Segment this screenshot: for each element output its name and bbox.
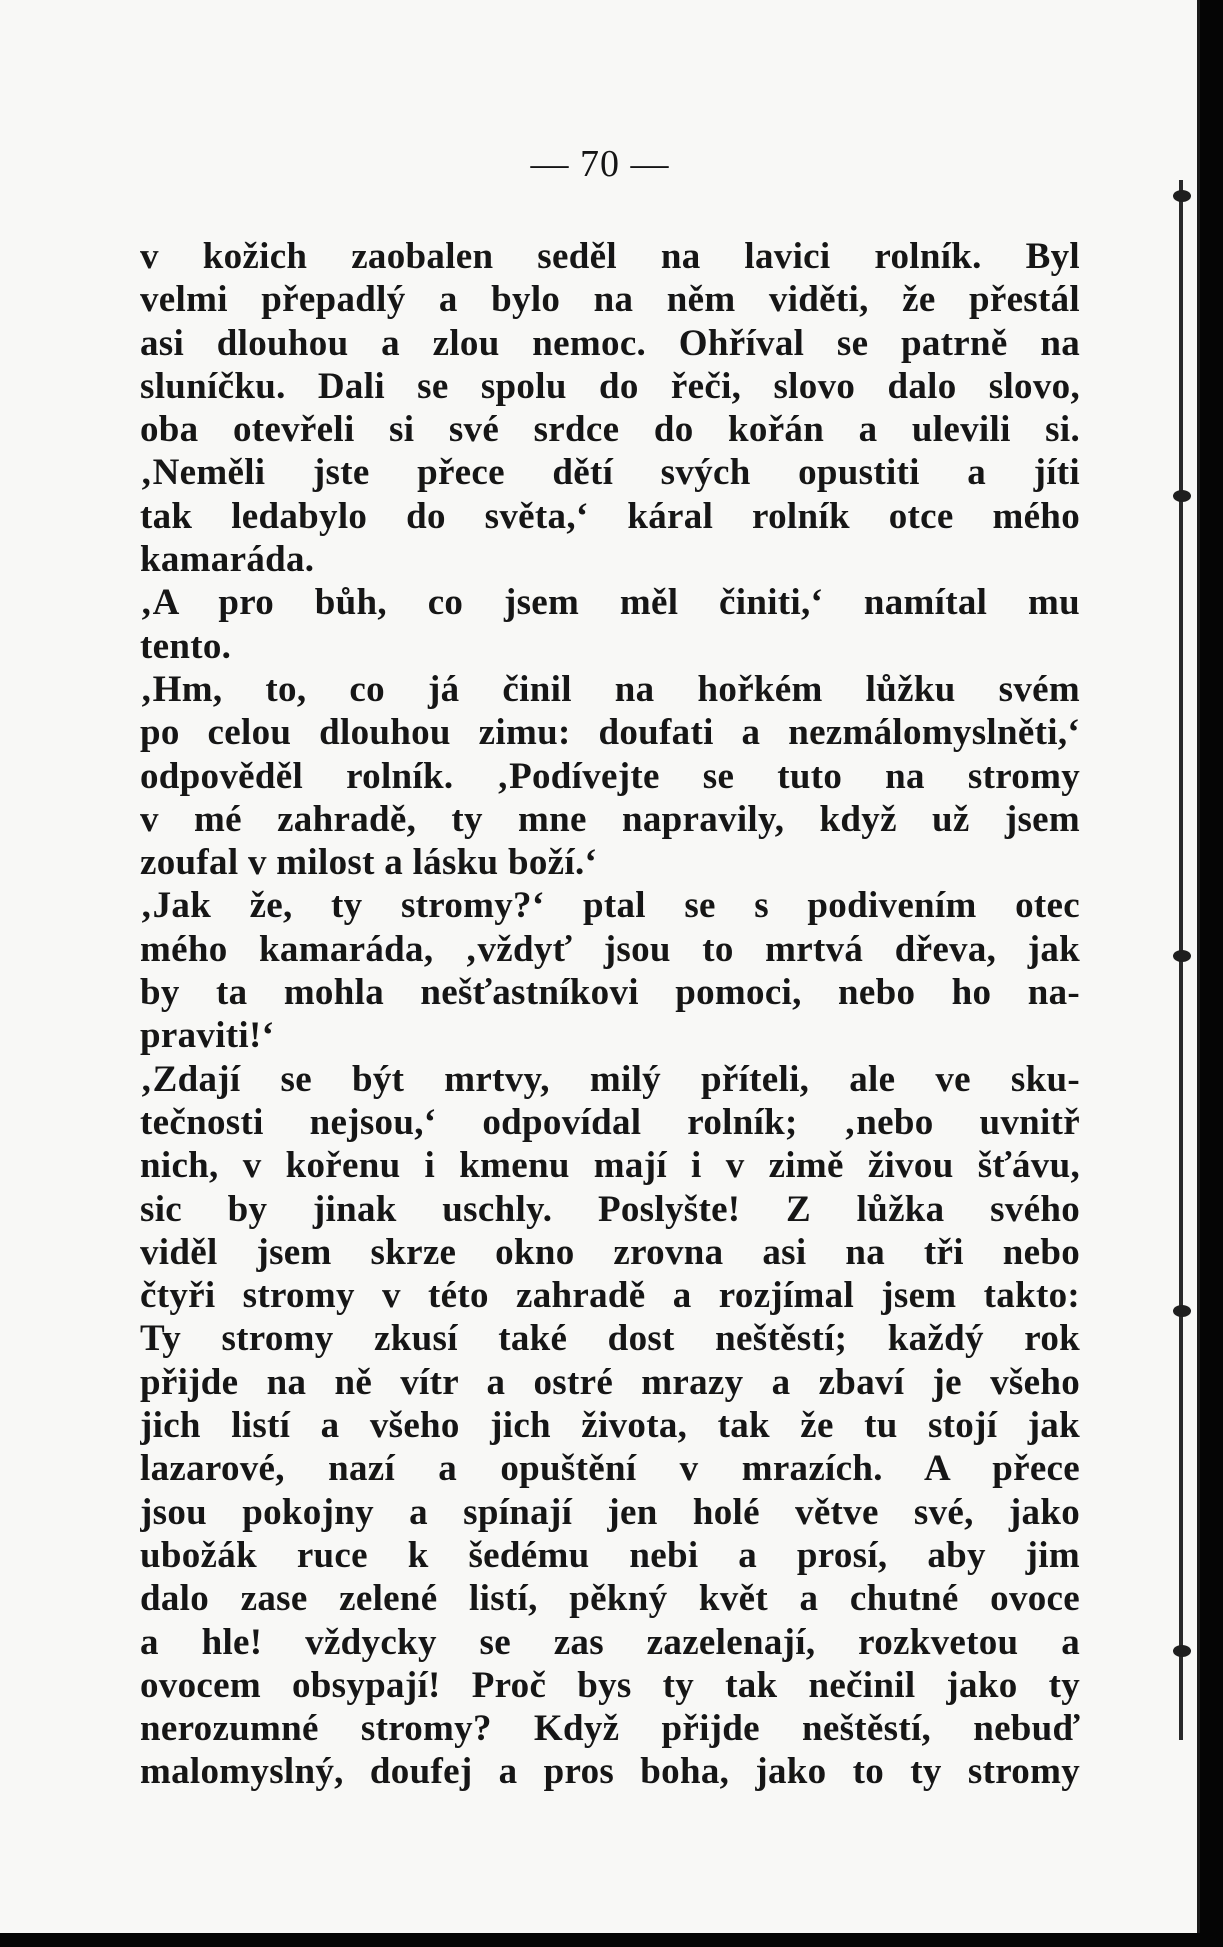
text-line: malomyslný, doufej a pros boha, jako to ty stromy <box>140 1751 1080 1793</box>
text-line: po celou dlouhou zimu: doufati a nezmálomyslněti,‘ <box>140 712 1080 754</box>
text-line: ovocem obsypají! Proč bys ty tak nečinil jako ty <box>140 1664 1080 1706</box>
text-line: odpověděl rolník. ‚Podívejte se tuto na stromy <box>140 755 1080 797</box>
text-line: zoufal v milost a lásku boží.‘ <box>140 842 598 884</box>
text-line: by ta mohla nešťastníkovi pomoci, nebo ho na- <box>140 972 1080 1014</box>
page-number: — 70 — <box>530 143 670 185</box>
binding-mark <box>1173 490 1191 502</box>
text-line: ubožák ruce k šedému nebi a prosí, aby jim <box>140 1534 1080 1576</box>
text-line: a hle! vždycky se zas zazelenají, rozkvetou a <box>140 1621 1080 1663</box>
text-line: tento. <box>140 625 232 667</box>
text-line: přijde na ně vítr a ostré mrazy a zbaví je všeho <box>140 1361 1080 1403</box>
text-line: oba otevřeli si své srdce do kořán a ulevili si. <box>140 409 1080 451</box>
text-line: ‚Jak že, ty stromy?‘ ptal se s podivením otec <box>140 885 1080 927</box>
text-line: Ty stromy zkusí také dost neštěstí; každý rok <box>140 1318 1080 1360</box>
text-line: ‚Neměli jste přece dětí svých opustiti a jíti <box>140 452 1080 494</box>
text-line: sic by jinak uschly. Poslyšte! Z lůžka svého <box>140 1188 1080 1230</box>
binding-mark <box>1173 190 1191 202</box>
text-line: čtyři stromy v této zahradě a rozjímal jsem takto: <box>140 1275 1080 1317</box>
text-line: ‚Hm, to, co já činil na hořkém lůžku svém <box>140 668 1080 710</box>
text-line: lazarové, nazí a opuštění v mrazích. A přece <box>140 1448 1080 1490</box>
binding-mark <box>1173 1645 1191 1657</box>
text-line: sluníčku. Dali se spolu do řeči, slovo dalo slovo, <box>140 365 1080 407</box>
text-line: asi dlouhou a zlou nemoc. Ohříval se patrně na <box>140 322 1080 364</box>
text-line: viděl jsem skrze okno zrovna asi na tři nebo <box>140 1231 1080 1273</box>
text-line: tečnosti nejsou,‘ odpovídal rolník; ‚nebo uvnitř <box>140 1101 1080 1143</box>
text-line: ‚A pro bůh, co jsem měl činiti,‘ namítal mu <box>140 582 1080 624</box>
text-line: dalo zase zelené listí, pěkný květ a chutné ovoce <box>140 1578 1080 1620</box>
text-line: v kožich zaobalen seděl na lavici rolník. Byl <box>140 236 1080 277</box>
text-line: nich, v kořenu i kmenu mají i v zimě živou šťávu, <box>140 1145 1080 1187</box>
text-line: jsou pokojny a spínají jen holé větve své, jako <box>140 1491 1080 1533</box>
text-line: nerozumné stromy? Když přijde neštěstí, nebuď <box>140 1708 1080 1750</box>
binding-mark <box>1173 1305 1191 1317</box>
text-line: kamaráda. <box>140 539 315 581</box>
text-line: ‚Zdají se být mrtvy, milý příteli, ale ve sku- <box>140 1058 1080 1100</box>
body-text <box>140 235 1080 1794</box>
text-line: v mé zahradě, ty mne napravily, když už jsem <box>140 798 1080 840</box>
text-line: tak ledabylo do světa,‘ káral rolník otce mého <box>140 495 1080 537</box>
text-line: velmi přepadlý a bylo na něm viděti, že přestál <box>140 279 1080 321</box>
text-line: jich listí a všeho jich života, tak že tu stojí jak <box>140 1405 1080 1447</box>
text-line: mého kamaráda, ‚vždyť jsou to mrtvá dřeva, jak <box>140 928 1080 970</box>
binding-mark <box>1173 950 1191 962</box>
text-line: praviti!‘ <box>140 1015 275 1057</box>
